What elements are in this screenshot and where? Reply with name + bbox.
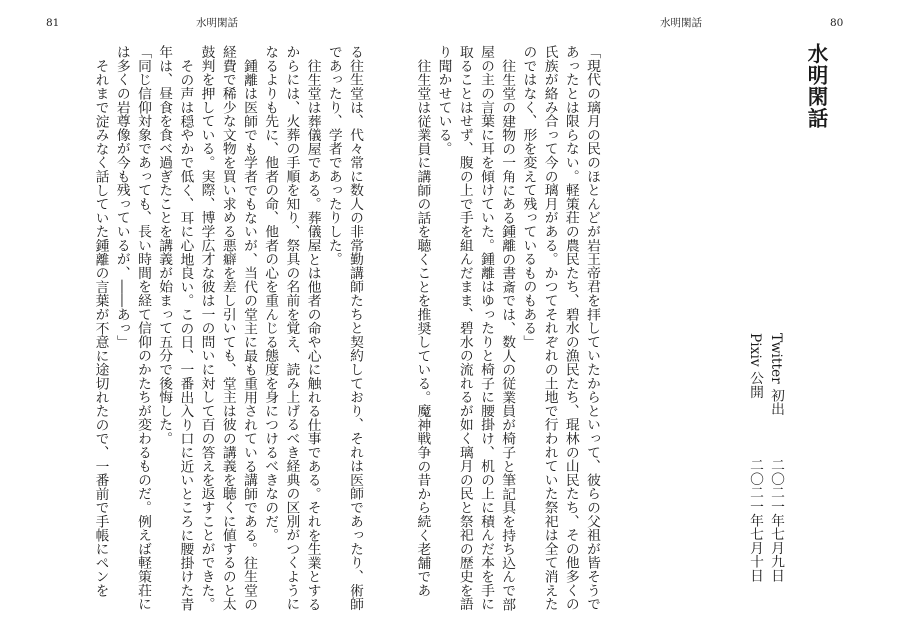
twitter-date: 二〇二一年七月九日 xyxy=(768,458,784,583)
left-page-body xyxy=(0,45,365,617)
publication-pixiv xyxy=(744,333,765,582)
right-running-head: 水明閑話 xyxy=(660,17,702,29)
pixiv-label: Pixiv 公開 xyxy=(747,333,763,399)
right-page-body xyxy=(414,45,602,617)
left-paragraph-4: その声は穏やかで低く、耳に心地良い。この日、一番出入り口に近いところに腰掛けた青年は、昼食を食べ過ぎたことを講義が始まって五分で後悔した。 xyxy=(156,45,194,611)
left-paragraph-6: それまで淀みなく話していた鍾離の言葉が不意に途切れたので、一番前で手帳にペンを xyxy=(92,58,109,597)
right-paragraph-2: 往生堂の建物の一角にある鍾離の書斎では、数人の従業員が椅子と筆記具を持ち込んで部屋の主の言葉に耳を傾けていた。鍾離はゆったりと椅子に腰掛け、机の上に積んだ本を手に取ることはせず、腹の上で手を組んだまま、碧水の流れるが如く璃月の民と祭祀の歴史を語り聞かせている。 xyxy=(435,45,516,611)
right-paragraph-3: 往生堂は従業員に講師の話を聴くことを推奨している。魔神戦争の昔から続く老舗であ xyxy=(414,58,431,597)
left-paragraph-5: 「同じ信仰対象であっても、長い時間を経て信仰のかたちが変わるものだ。例えば軽策荘には多くの岩尊像が今も残っているが、――あっ」 xyxy=(113,45,151,611)
left-paragraph-2: 往生堂は葬儀屋である。葬儀屋とは他者の命や心に触れる仕事である。それを生業とするからには、火葬の手順を知り、祭具の名前を覚え、読み上げるべき経典の区別がつくようになるよりも先に、他者の命、他者の心を重んじる態度を身につけるべきなのだ。 xyxy=(262,45,321,611)
pixiv-date: 二〇二一年七月十日 xyxy=(747,458,763,583)
left-running-head: 水明閑話 xyxy=(196,17,238,29)
left-paragraph-3: 鍾離は医師でも学者でもないが、当代の堂主に最も重用されている講師である。往生堂の経費で稀少な文物を買い求める悪癖を差し引いても、堂主は彼の講義を聴くに値するのと太鼓判を押している。実際、博学広才な彼は一の問いに対して百の答えを返すことができた。 xyxy=(198,45,257,611)
right-page-number: 80 xyxy=(830,17,844,29)
left-page-number: 81 xyxy=(46,17,60,29)
twitter-label: Twitter 初出 xyxy=(768,333,784,416)
right-paragraph-1: 「現代の璃月の民のほとんどが岩王帝君を拝していたからといって、彼らの父祖が皆そうであったとは限らない。軽策荘の農民たち、碧水の漁民たち、琨林の山民たち、その他多くの氏族が絡み合って今の璃月がある。かつてそれぞれの土地で行われていた祭祀は全て消えたのではなく、形を変えて残っているものもある」 xyxy=(520,45,600,611)
left-paragraph-1: る往生堂は、代々常に数人の非常勤講師たちと契約しており、それは医師であったり、術師であったり、学者であったりした。 xyxy=(325,45,363,611)
essay-title: 水明閑話 xyxy=(804,43,828,129)
publication-twitter xyxy=(765,333,786,582)
